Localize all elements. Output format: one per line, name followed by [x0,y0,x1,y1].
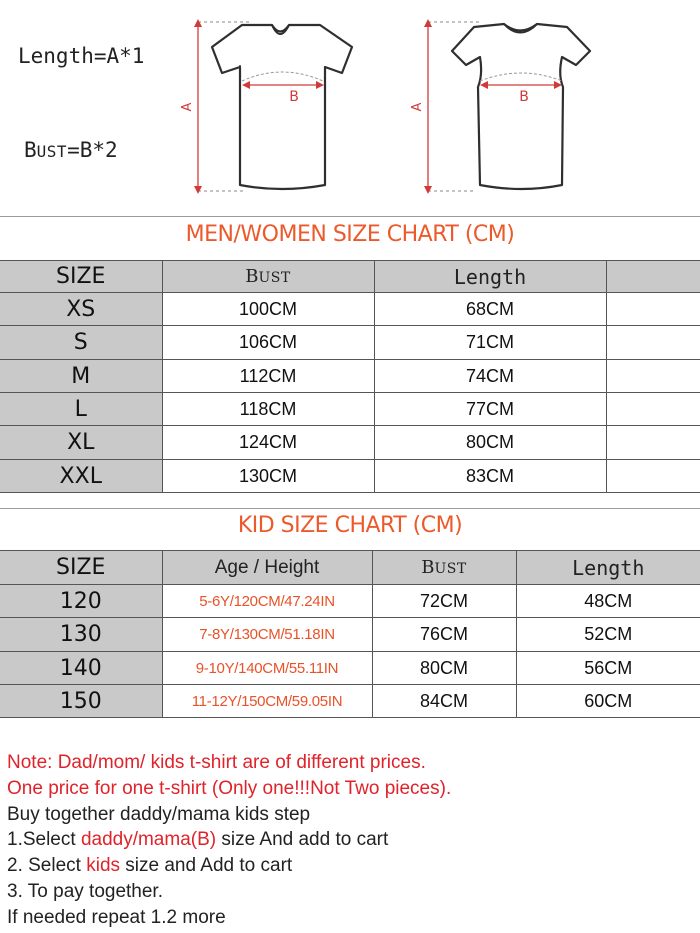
bust-formula-small: UST [36,142,68,161]
length-cell: 80CM [374,426,606,460]
table-row [0,585,700,618]
header-size: SIZE [0,551,162,585]
header-bust-lead: B [421,557,435,578]
table-row [0,685,700,718]
length-cell: 74CM [374,360,606,393]
kid-chart-title: KID SIZE CHART (CM) [237,513,463,538]
bust-formula-lead: B [24,138,37,162]
table-header-row [0,551,700,585]
age-height-cell: 11-12Y/150CM/59.05IN [162,685,372,718]
size-cell: 150 [0,685,162,718]
size-cell: M [0,360,162,393]
empty-cell [606,393,700,426]
bust-cell: 112CM [162,360,374,393]
bust-cell: 106CM [162,326,374,360]
header-bust-small: UST [258,270,291,286]
adult-size-table [0,260,700,493]
length-cell: 52CM [516,618,700,652]
header-empty [606,261,700,293]
bust-cell: 84CM [372,685,516,718]
step-2-suffix: size and Add to cart [120,855,293,877]
purchase-notes [7,750,693,931]
table-header-row [0,261,700,293]
tshirt-men-icon [170,15,370,200]
bust-cell: 72CM [372,585,516,618]
measurement-diagram [0,0,700,215]
size-cell: 130 [0,618,162,652]
size-cell: 120 [0,585,162,618]
bust-formula-rest: =B*2 [67,138,118,162]
table-row [0,293,700,326]
length-cell: 56CM [516,652,700,685]
bust-cell: 80CM [372,652,516,685]
header-size: SIZE [0,261,162,293]
header-bust-small: UST [434,561,467,577]
length-cell: 60CM [516,685,700,718]
header-length: Length [374,261,606,293]
step-1-suffix: size And add to cart [216,829,389,851]
size-cell: S [0,326,162,360]
kid-size-table [0,550,700,718]
length-cell: 68CM [374,293,606,326]
note-line-one-price: One price for one t-shirt (Only one!!!Not Two pieces). [7,777,452,799]
section-divider [0,508,700,509]
header-bust [372,551,516,585]
age-height-cell: 7-8Y/130CM/51.18IN [162,618,372,652]
age-height-cell: 5-6Y/120CM/47.24IN [162,585,372,618]
length-formula: Length=A*1 [18,44,145,68]
adult-chart-title: MEN/WOMEN SIZE CHART (CM) [185,222,515,247]
table-row [0,460,700,493]
label-a: A [180,102,195,112]
note-line-price: Note: Dad/mom/ kids t-shirt are of different prices. [7,752,426,773]
label-b: B [519,89,529,105]
empty-cell [606,426,700,460]
size-cell: XL [0,426,162,460]
size-cell: L [0,393,162,426]
note-line-step-3: 3. To pay together. [7,880,163,902]
header-length: Length [516,551,700,585]
bust-cell: 124CM [162,426,374,460]
size-cell: XXL [0,460,162,493]
length-cell: 71CM [374,326,606,360]
tshirt-women-icon [400,15,600,200]
empty-cell [606,460,700,493]
length-cell: 77CM [374,393,606,426]
table-row [0,618,700,652]
length-cell: 83CM [374,460,606,493]
empty-cell [606,293,700,326]
table-row [0,652,700,685]
bust-cell: 76CM [372,618,516,652]
label-a: A [410,102,425,112]
table-row [0,426,700,460]
age-height-cell: 9-10Y/140CM/55.11IN [162,652,372,685]
section-divider [0,216,700,217]
label-b: B [289,89,299,105]
bust-formula [24,138,118,162]
step-1-highlight: daddy/mama(B) [80,829,217,851]
empty-cell [606,326,700,360]
bust-cell: 130CM [162,460,374,493]
size-cell: 140 [0,652,162,685]
bust-cell: 100CM [162,293,374,326]
header-bust-lead: B [245,266,259,287]
table-row [0,393,700,426]
note-line-step-1 [7,827,693,853]
table-row [0,360,700,393]
note-line-buy-together: Buy together daddy/mama kids step [7,803,311,825]
header-bust [162,261,374,293]
note-line-step-2 [7,853,693,879]
bust-cell: 118CM [162,393,374,426]
table-row [0,326,700,360]
step-1-prefix: 1.Select [7,829,81,851]
header-age-height: Age / Height [162,551,372,585]
note-line-repeat: If needed repeat 1.2 more [7,906,226,928]
empty-cell [606,360,700,393]
step-2-highlight: kids [86,855,121,877]
length-cell: 48CM [516,585,700,618]
step-2-prefix: 2. Select [7,855,87,877]
size-cell: XS [0,293,162,326]
